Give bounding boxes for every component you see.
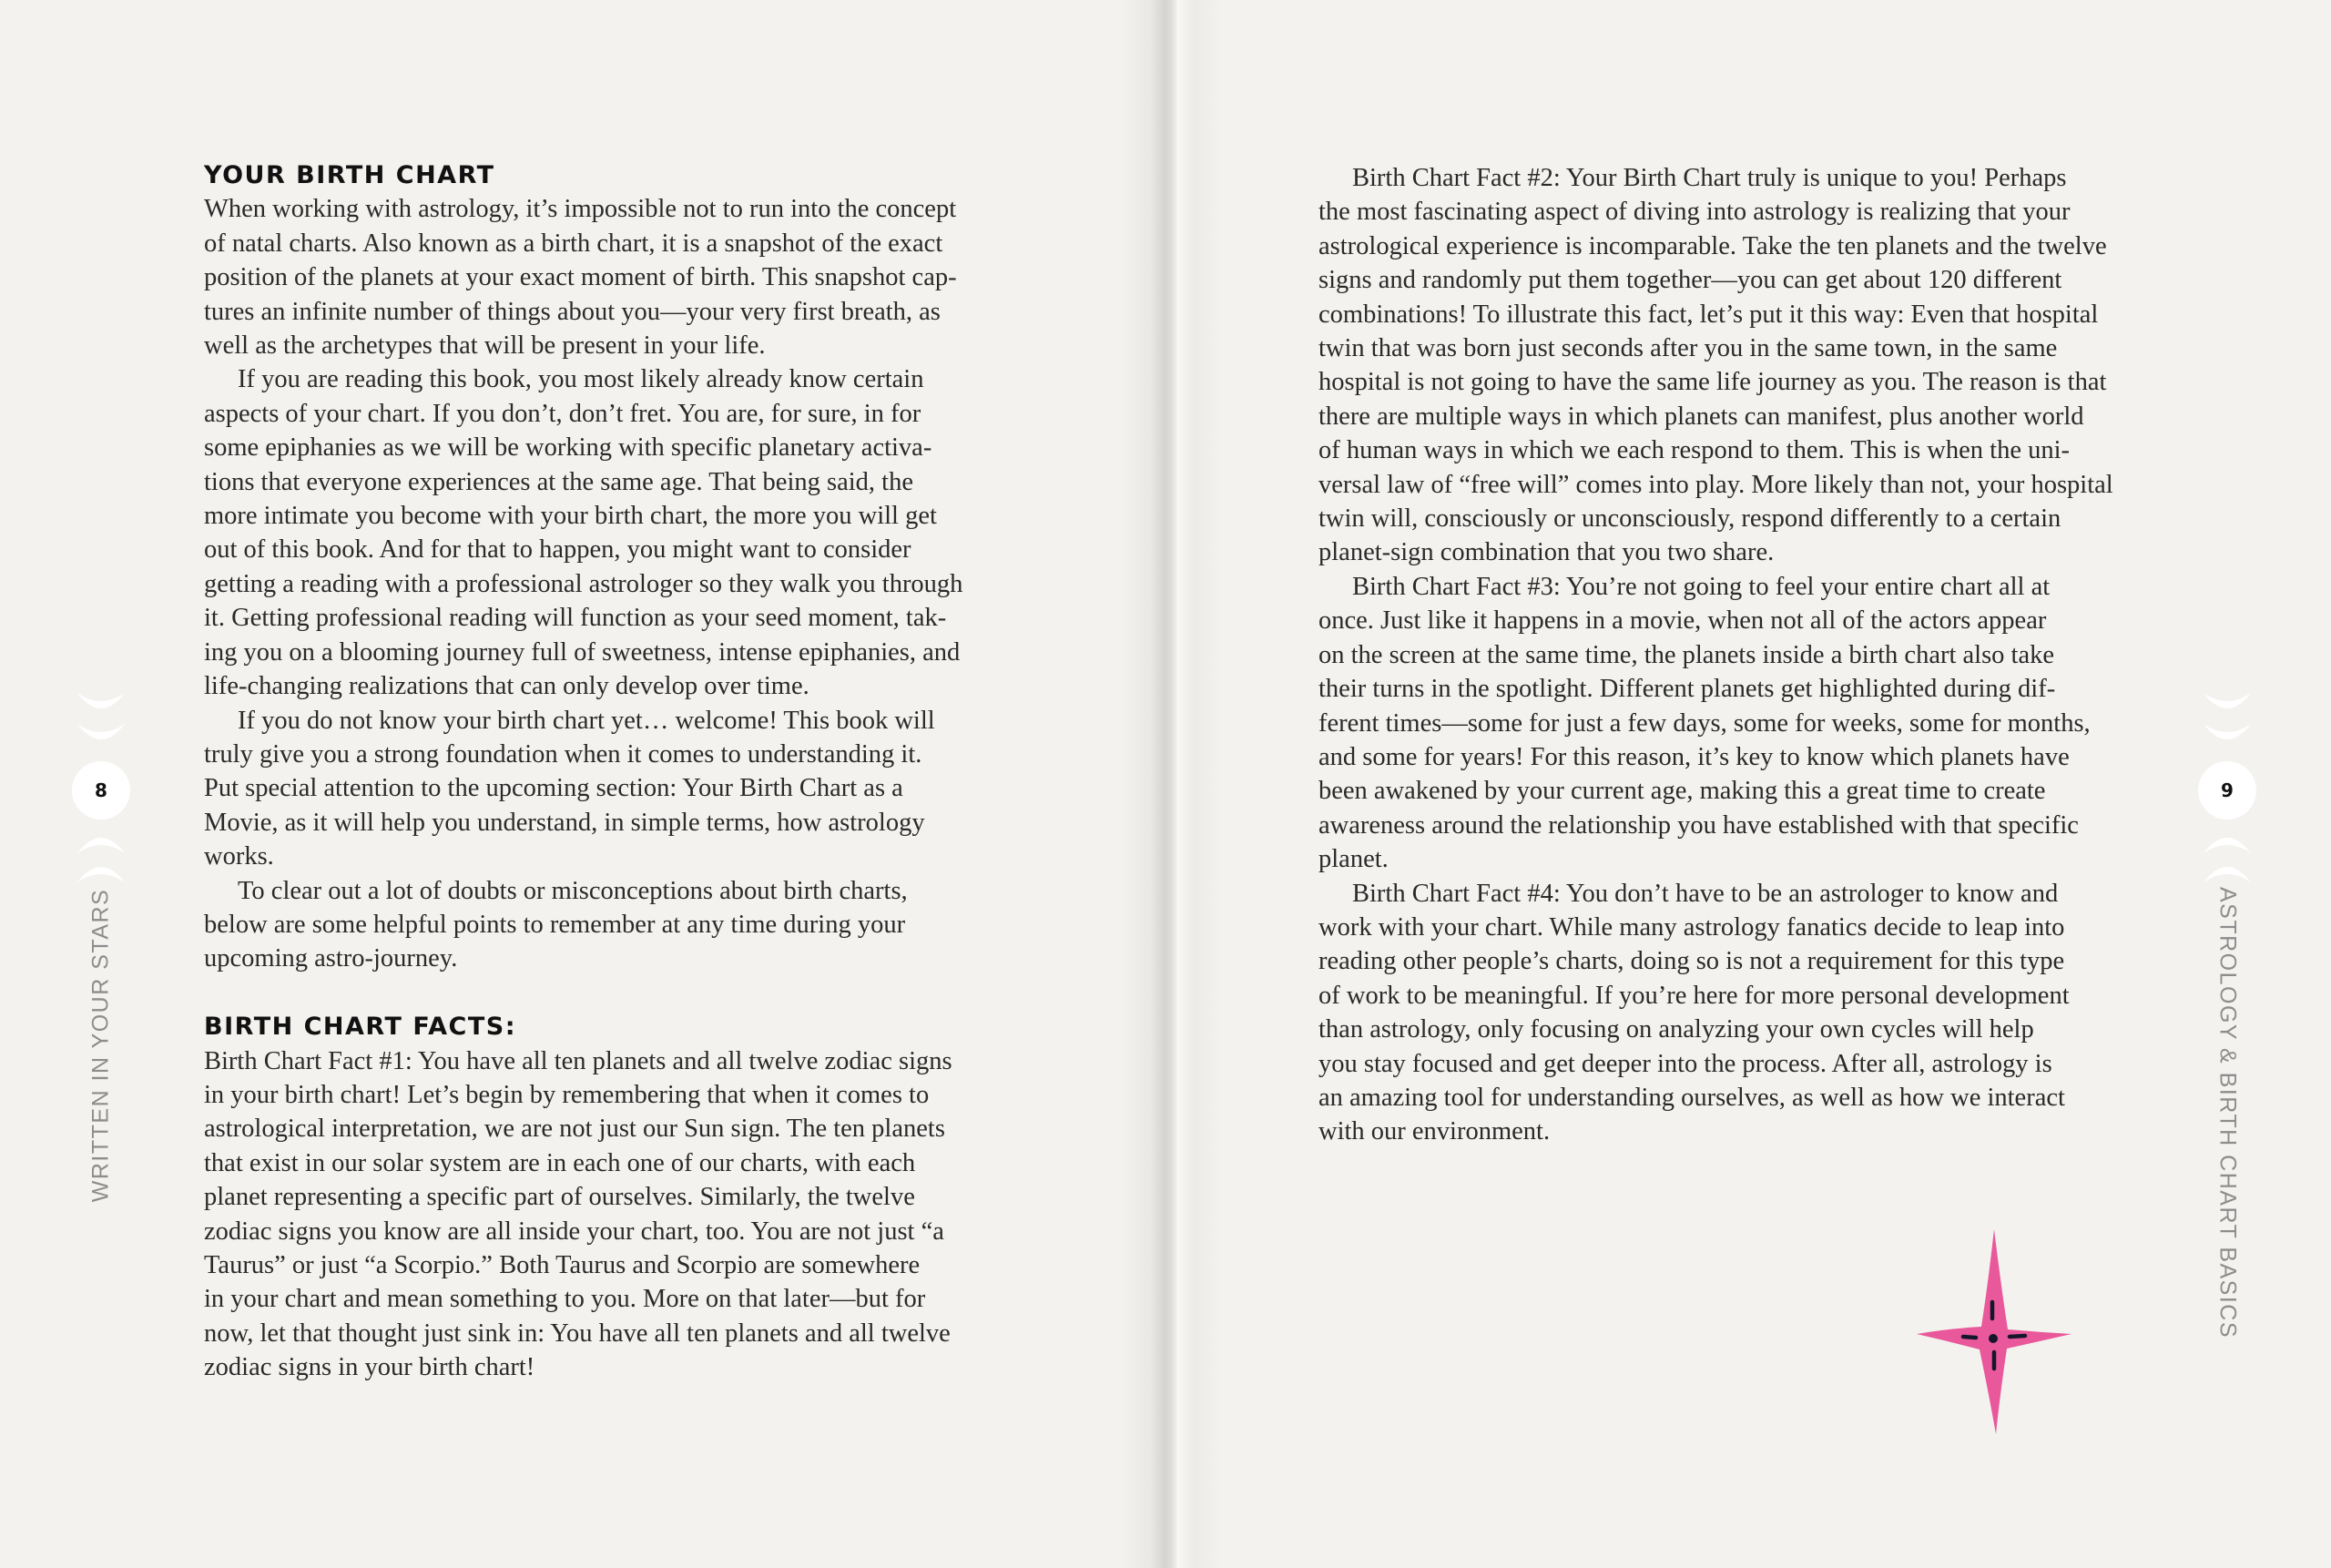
text-line: planet-sign combination that you two share. — [1318, 538, 1775, 567]
text-line: than astrology, only focusing on analyzing your own cycles will help — [1318, 1015, 2034, 1044]
text-line: Birth Chart Fact #4: You don’t have to be an astrologer to know and — [1352, 879, 2059, 908]
text-line: If you do not know your birth chart yet… welcome! This book will — [238, 706, 935, 735]
text-line: position of the planets at your exact moment of birth. This snapshot cap- — [204, 263, 957, 292]
text-line: more intimate you become with your birth chart, the more you will get — [204, 502, 937, 531]
text-line: life-changing realizations that can only develop over time. — [204, 672, 809, 701]
text-line: To clear out a lot of doubts or misconceptions about birth charts, — [238, 876, 908, 905]
text-line: zodiac signs you know are all inside your chart, too. You are not just “a — [204, 1217, 944, 1246]
text-line: of work to be meaningful. If you’re here for more personal development — [1318, 981, 2070, 1010]
text-line: there are multiple ways in which planets can manifest, plus another world — [1318, 402, 2084, 431]
paragraph — [1318, 877, 2113, 1149]
text-line: with our environment. — [1318, 1117, 1551, 1146]
page-number: 8 — [72, 761, 130, 820]
page-number: 9 — [2198, 761, 2256, 820]
text-line: Taurus” or just “a Scorpio.” Both Taurus and Scorpio are somewhere — [204, 1250, 921, 1279]
text-line: Birth Chart Fact #2: Your Birth Chart truly is unique to you! Perhaps — [1352, 164, 2067, 192]
text-line: zodiac signs in your birth chart! — [204, 1353, 535, 1382]
text-line: their turns in the spotlight. Different planets get highlighted during dif- — [1318, 675, 2056, 704]
text-line: tures an infinite number of things about you—your very first breath, as — [204, 297, 941, 326]
text-line: When working with astrology, it’s impossible not to run into the concept — [204, 195, 957, 224]
text-line: it. Getting professional reading will function as your seed moment, tak- — [204, 604, 947, 633]
text-line: Birth Chart Fact #1: You have all ten planets and all twelve zodiac signs — [204, 1046, 952, 1075]
text-line: Movie, as it will help you understand, in simple terms, how astrology — [204, 808, 925, 837]
text-line: awareness around the relationship you have established with that specific — [1318, 810, 2079, 840]
text-line: astrological experience is incomparable. Take the ten planets and the twelve — [1318, 231, 2107, 260]
text-line: in your chart and mean something to you. More on that later—but for — [204, 1285, 926, 1314]
paragraph — [204, 704, 962, 874]
paragraph — [1318, 570, 2113, 877]
text-line: the most fascinating aspect of diving into astrology is realizing that your — [1318, 198, 2071, 227]
text-line: now, let that thought just sink in: You have all ten planets and all twelve — [204, 1319, 951, 1348]
text-line: tions that everyone experiences at the same age. That being said, the — [204, 467, 913, 496]
right-page-text — [1318, 161, 2113, 1149]
text-line: signs and randomly put them together—you can get about 120 different — [1318, 266, 2062, 295]
text-line: ferent times—some for just a few days, some for weeks, some for months, — [1318, 708, 2091, 738]
text-line: getting a reading with a professional astrologer so they walk you through — [204, 569, 963, 598]
text-line: below are some helpful points to remember at any time during your — [204, 910, 906, 939]
text-line: on the screen at the same time, the planets inside a birth chart also take — [1318, 640, 2055, 669]
text-line: truly give you a strong foundation when it comes to understanding it. — [204, 739, 922, 769]
text-line: hospital is not going to have the same life journey as you. The reason is that — [1318, 368, 2107, 397]
text-line: of human ways in which we each respond to them. This is when the uni- — [1318, 436, 2071, 465]
text-line: that exist in our solar system are in each one of our charts, with each — [204, 1148, 916, 1177]
text-line: astrological interpretation, we are not just our Sun sign. The ten planets — [204, 1115, 945, 1144]
paragraph — [1318, 161, 2113, 570]
text-line: versal law of “free will” comes into play. More likely than not, your hospital — [1318, 470, 2113, 499]
text-line: twin that was born just seconds after you in the same town, in the same — [1318, 334, 2058, 363]
text-line: an amazing tool for understanding ourselves, as well as how we interact — [1318, 1083, 2065, 1112]
paragraph — [204, 192, 962, 362]
text-line: planet. — [1318, 845, 1389, 874]
text-line: twin will, consciously or unconsciously, respond differently to a certain — [1318, 504, 2061, 534]
text-line: of natal charts. Also known as a birth chart, it is a snapshot of the exact — [204, 229, 943, 258]
left-page-text — [204, 158, 962, 1385]
section-heading: BIRTH CHART FACTS: — [204, 1013, 517, 1042]
text-line: been awakened by your current age, making this a great time to create — [1318, 777, 2046, 806]
running-head: ASTROLOGY & BIRTH CHART BASICS — [2214, 886, 2241, 1339]
text-line: out of this book. And for that to happen, you might want to consider — [204, 535, 911, 565]
book-gutter-shadow — [1120, 0, 1220, 1568]
paragraph — [204, 362, 962, 703]
text-line: ing you on a blooming journey full of sweetness, intense epiphanies, and — [204, 637, 961, 667]
text-line: aspects of your chart. If you don’t, don’t fret. You are, for sure, in for — [204, 399, 921, 428]
text-line: planet representing a specific part of ourselves. Similarly, the twelve — [204, 1183, 915, 1212]
text-line: once. Just like it happens in a movie, when not all of the actors appear — [1318, 606, 2047, 636]
text-line: upcoming astro-journey. — [204, 944, 458, 973]
text-line: some epiphanies as we will be working with specific planetary activa- — [204, 433, 932, 463]
section-heading: YOUR BIRTH CHART — [204, 161, 495, 189]
text-line: Put special attention to the upcoming section: Your Birth Chart as a — [204, 774, 903, 803]
running-head: WRITTEN IN YOUR STARS — [87, 888, 114, 1203]
text-line: reading other people’s charts, doing so is not a requirement for this type — [1318, 947, 2065, 976]
text-line: you stay focused and get deeper into the process. After all, astrology is — [1318, 1049, 2052, 1078]
text-line: and some for years! For this reason, it’s key to know which planets have — [1318, 742, 2070, 771]
paragraph — [204, 874, 962, 976]
text-line: in your birth chart! Let’s begin by remembering that when it comes to — [204, 1080, 930, 1109]
text-line: well as the archetypes that will be present in your life. — [204, 331, 766, 361]
four-point-star-icon — [1912, 1225, 2076, 1439]
text-line: works. — [204, 842, 274, 871]
text-line: work with your chart. While many astrology fanatics decide to leap into — [1318, 912, 2065, 942]
text-line: combinations! To illustrate this fact, let’s put it this way: Even that hospital — [1318, 300, 2099, 329]
text-line: Birth Chart Fact #3: You’re not going to feel your entire chart all at — [1352, 572, 2051, 601]
paragraph — [204, 1044, 962, 1385]
text-line: If you are reading this book, you most likely already know certain — [238, 365, 924, 394]
